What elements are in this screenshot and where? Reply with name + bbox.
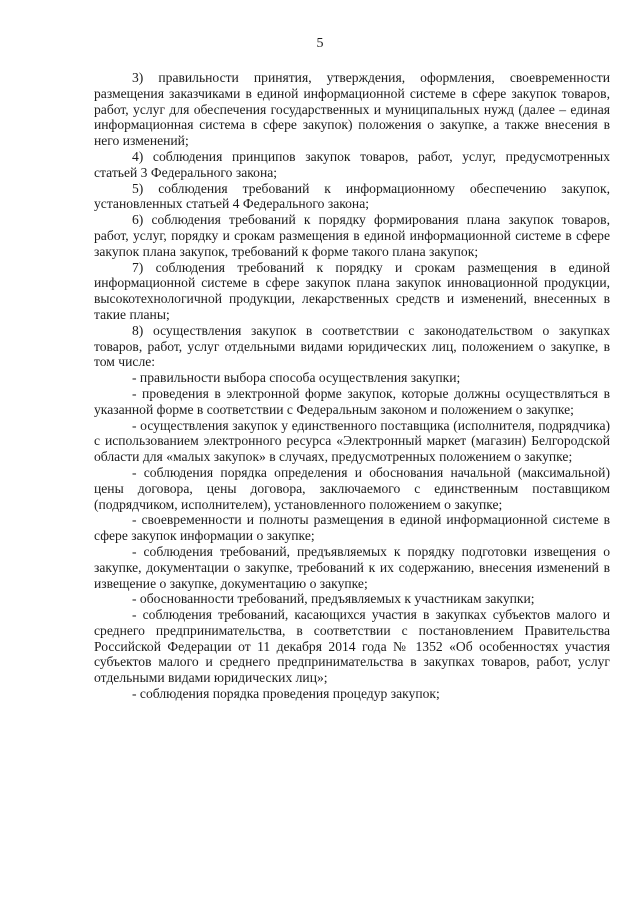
subitem-small-business: - соблюдения требований, касающихся участия в закупках субъектов малого и среднего предпринимательства, в соответствии с постановлением Правительства Российской Федерации от 11 декабря 2014 года № 1352 «Об особенностях участия субъектов малого и среднего предпринимательства в закупках товаров, работ, услуг отдельными видами юридических лиц»; [94, 607, 610, 686]
paragraph-item-7: 7) соблюдения требований к порядку и срокам размещения в единой информационной системе в сфере закупок плана закупок инновационной продукции, высокотехнологичной продукции, лекарственных средств и изменений, внесенных в такие планы; [94, 259, 610, 322]
subitem-timely-posting: - своевременности и полноты размещения в единой информационной системе в сфере закупок информации о закупке; [94, 512, 610, 544]
page-number: 5 [316, 36, 324, 51]
paragraph-item-5: 5) соблюдения требований к информационному обеспечению закупок, установленных статьей 4 Федерального закона; [94, 180, 610, 212]
subitem-electronic-form: - проведения в электронной форме закупок, которые должны осуществляться в указанной форме в соответствии с Федеральным законом и положением о закупке; [94, 385, 610, 417]
subitem-single-supplier: - осуществления закупок у единственного поставщика (исполнителя, подрядчика) с использованием электронного ресурса «Электронный маркет (магазин) Белгородской области для «малых закупок» в случаях, предусмотренных положением о закупке; [94, 417, 610, 465]
paragraph-item-4: 4) соблюдения принципов закупок товаров, работ, услуг, предусмотренных статьей 3 Федерального закона; [94, 148, 610, 180]
paragraph-item-6: 6) соблюдения требований к порядку формирования плана закупок товаров, работ, услуг, порядку и срокам размещения в единой информационной системе в сфере закупок плана закупок, требований к форме такого плана закупок; [94, 212, 610, 259]
subitem-notice-requirements: - соблюдения требований, предъявляемых к порядку подготовки извещения о закупке, документации о закупке, требований к их содержанию, внесения изменений в извещение о закупке, документацию о закупке; [94, 543, 610, 591]
document-body [94, 70, 610, 702]
paragraph-item-3: 3) правильности принятия, утверждения, оформления, своевременности размещения заказчиками в единой информационной системе в сфере закупок товаров, работ, услуг для обеспечения государственных и муниципальных нужд (далее – единая информационная система в сфере закупок) положения о закупке, а также внесения в него изменений; [94, 70, 610, 149]
subitem-procedure-order: - соблюдения порядка проведения процедур закупок; [132, 686, 440, 702]
paragraph-item-8: 8) осуществления закупок в соответствии с законодательством о закупках товаров, работ, услуг отдельными видами юридических лиц, положением о закупке, в том числе: [94, 322, 610, 370]
subitem-participant-requirements: - обоснованности требований, предъявляемых к участникам закупки; [132, 591, 535, 607]
subitem-procurement-method: - правильности выбора способа осуществления закупки; [132, 370, 461, 386]
subitem-initial-price: - соблюдения порядка определения и обоснования начальной (максимальной) цены договора, цены договора, заключаемого с единственным поставщиком (подрядчиком, исполнителем), установленного положением о закупке; [94, 464, 610, 512]
